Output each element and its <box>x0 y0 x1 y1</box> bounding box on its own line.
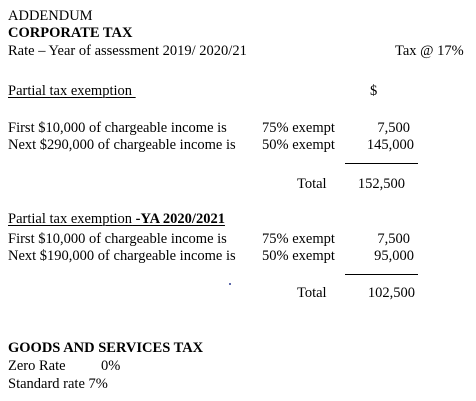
section1-row1-amount: 7,500 <box>377 120 410 136</box>
zero-rate-label: Zero Rate <box>8 358 66 374</box>
corporate-tax-title: CORPORATE TAX <box>8 25 133 41</box>
section2-row1-desc: First $10,000 of chargeable income is <box>8 231 227 247</box>
section2-total-rule <box>345 274 418 275</box>
section1-row2-desc: Next $290,000 of chargeable income is <box>8 137 236 153</box>
currency-symbol: $ <box>370 83 378 99</box>
section2-row1-amount: 7,500 <box>377 231 410 247</box>
section2-total-label: Total <box>297 285 327 301</box>
section1-total-value: 152,500 <box>357 176 405 192</box>
section2-heading-suffix: -YA 2020/2021 <box>132 211 225 227</box>
section1-row2-amount: 145,000 <box>366 137 414 153</box>
section2-heading-text: Partial tax exemption <box>8 211 133 227</box>
tax-rate-label: Tax @ 17% <box>395 43 464 59</box>
section1-row1-desc: First $10,000 of chargeable income is <box>8 120 227 136</box>
rate-year-line: Rate – Year of assessment 2019/ 2020/21 <box>8 43 247 59</box>
partial-tax-exemption-heading: Partial tax exemption <box>8 83 136 99</box>
standard-rate-line: Standard rate 7% <box>8 376 108 392</box>
gst-heading: GOODS AND SERVICES TAX <box>8 340 204 356</box>
section2-row1-exempt: 75% exempt <box>262 231 335 247</box>
section2-total-value: 102,500 <box>367 285 415 301</box>
stray-mark <box>229 283 231 285</box>
section2-row2-exempt: 50% exempt <box>262 248 335 264</box>
section1-total-rule <box>345 163 418 164</box>
partial-tax-exemption-ya-heading <box>8 210 225 228</box>
addendum-label: ADDENDUM <box>8 8 93 24</box>
section1-row1-exempt: 75% exempt <box>262 120 335 136</box>
section1-total-label: Total <box>297 176 327 192</box>
zero-rate-value: 0% <box>101 358 121 374</box>
section2-row2-desc: Next $190,000 of chargeable income is <box>8 248 236 264</box>
section1-row2-exempt: 50% exempt <box>262 137 335 153</box>
section2-row2-amount: 95,000 <box>374 248 414 264</box>
